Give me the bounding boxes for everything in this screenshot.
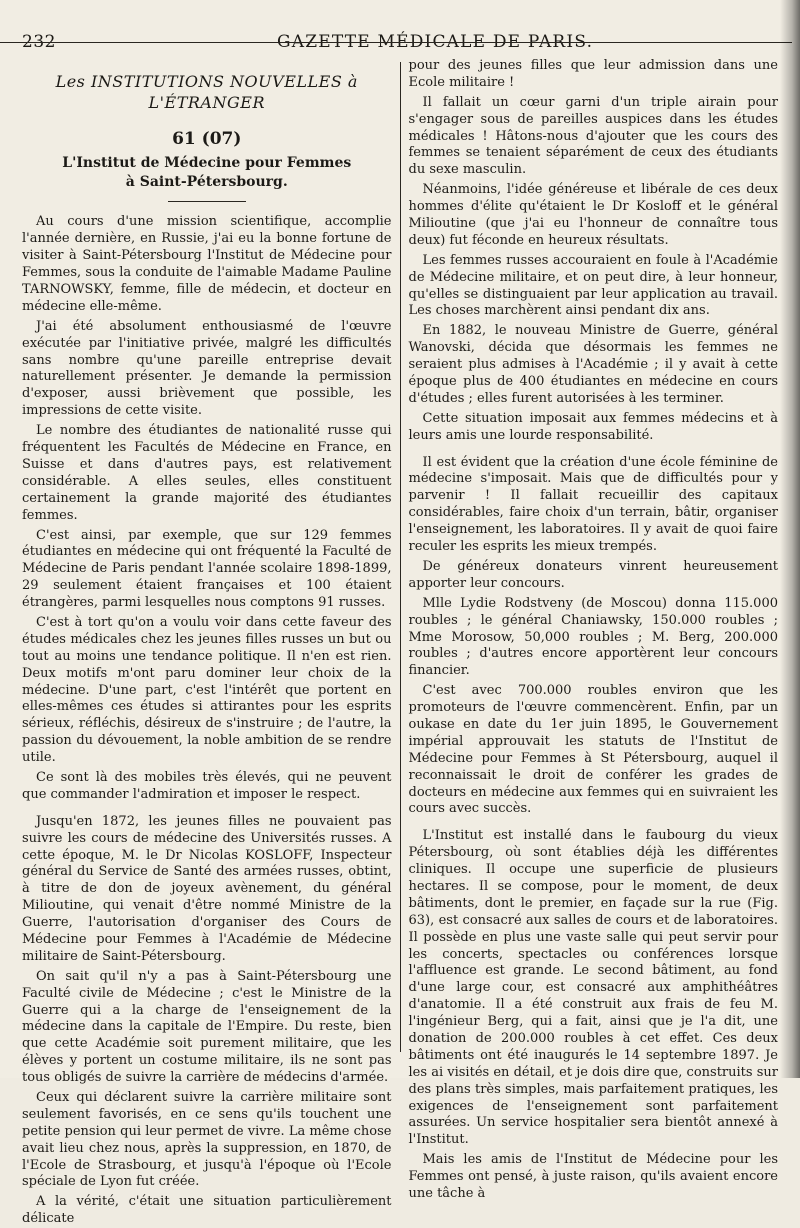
paragraph: On sait qu'il n'y a pas à Saint-Pétersbourg une Faculté civile de Médecine ; c'est le Ministre de la Guerre qui a la charge de l'enseignement de la médecine dans la capitale de l'Empire. Du reste, bien que cette Académie soit purement militaire, que les élèves y portent un costume militaire, ils ne sont pas tous obligés de suivre la carrière de médecins d'armée. — [22, 968, 392, 1086]
paragraph: A la vérité, c'était une situation particulièrement délicate — [22, 1194, 392, 1227]
article-title-line: L'Institut de Médecine pour Femmes — [62, 154, 352, 171]
article-number: 61 (07) — [172, 128, 242, 149]
title-rule — [168, 201, 246, 202]
paragraph: C'est à tort qu'on a voulu voir dans cette faveur des études médicales chez les jeunes filles russes un but ou tout au moins une tendance politique. Il n'en est rien. Deux motifs m'ont paru dominer leur choix de la médecine. D'une part, c'est l'intérêt que portent en elles-mêmes ces études si attirantes pour les esprits sérieux, réfléchis, désireux de s'instruire ; de l'autre, la passion du dévouement, la noble ambition de se rendre utile. — [22, 614, 392, 766]
paragraph: C'est ainsi, par exemple, que sur 129 femmes étudiantes en médecine qui ont fréquenté la Faculté de Médecine de Paris pendant l'année scolaire 1898-1899, 29 seulement étaient françaises et 100 étaient étrangères, parmi lesquelles nous comptons 91 russes. — [22, 527, 392, 611]
paragraph: Au cours d'une mission scientifique, accomplie l'année dernière, en Russie, j'ai eu la bonne fortune de visiter à Saint-Pétersbourg l'Institut de Médecine pour Femmes, sous la conduite de l'aimable Madame Pauline TARNOWSKY, femme, fille de médecin, et docteur en médecine elle-même. — [22, 214, 392, 314]
paragraph: Mlle Lydie Rodstveny (de Moscou) donna 115.000 roubles ; le général Chaniawsky, 150.000 roubles ; Mme Morosow, 50,000 roubles ; M. Berg, 200.000 roubles ; d'autres encore apportèrent leur concours financier. — [408, 595, 778, 679]
paragraph: Mais les amis de l'Institut de Médecine pour les Femmes ont pensé, à juste raison, qu'ils avaient encore une tâche à — [408, 1152, 778, 1201]
paragraph: L'Institut est installé dans le faubourg du vieux Pétersbourg, où sont établies déjà les différentes cliniques. Il occupe une superficie de plusieurs hectares. Il se compose, pour le moment, de deux bâtiments, dont le premier, en façade sur la rue (Fig. 63), est consacré aux salles de cours et de laboratoires. Il possède en plus une vaste salle qui peut servir pour les concerts, spectacles ou conférences lorsque l'affluence est grande. Le second bâtiment, au fond d'une large cour, est consacré aux amphithéâtres d'anatomie. Il a été construit aux frais de feu M. l'ingénieur Berg, qui a fait, ainsi que je l'a dit, une donation de 200.000 roubles à cet effet. Ces deux bâtiments ont été inaugurés le 14 septembre 1897. Je les ai visités en détail, et je dois dire que, construits sur des plans très simples, mais parfaitement pratiques, les exigences de l'enseignement sont parfaitement assurées. Un service hospitalier sera bientôt annexé à l'Institut. — [408, 828, 778, 1148]
paragraph: Ce sont là des mobiles très élevés, qui ne peuvent que commander l'admiration et imposer le respect. — [22, 769, 392, 802]
right-column — [401, 58, 779, 1228]
journal-title: GAZETTE MÉDICALE DE PARIS. — [277, 32, 594, 52]
paragraph: Cette situation imposait aux femmes médecins et à leurs amis une lourde responsabilité. — [408, 410, 778, 443]
left-column — [22, 58, 400, 1228]
paragraph: De généreux donateurs vinrent heureusement apporter leur concours. — [408, 558, 778, 591]
text-columns — [22, 58, 778, 1228]
paragraph: Jusqu'en 1872, les jeunes filles ne pouvaient pas suivre les cours de médecine des Universités russes. A cette époque, M. le Dr Nicolas KOSLOFF, Inspecteur général du Service de Santé des armées russes, obtint, à titre de don de joyeux avènement, du général Milioutine, qui venait d'être nommé Ministre de la Guerre, l'autorisation d'organiser des Cours de Médecine pour Femmes à l'Académie de Médecine militaire de Saint-Pétersbourg. — [22, 813, 392, 964]
section-kicker: Les INSTITUTIONS NOUVELLES à L'ÉTRANGER — [55, 72, 358, 112]
page-spine-shadow — [780, 0, 800, 1078]
article-title-line: à Saint-Pétersbourg. — [125, 173, 288, 190]
header-rule — [0, 42, 792, 43]
paragraph: Ceux qui déclarent suivre la carrière militaire sont seulement favorisés, en ce sens qu'ils touchent une petite pension qui leur permet de vivre. La même chose avait lieu chez nous, après la suppression, en 1870, de l'Ecole de Strasbourg, et jusqu'à l'époque où l'Ecole spéciale de Lyon fut créée. — [22, 1090, 392, 1190]
paragraph: C'est avec 700.000 roubles environ que les promoteurs de l'œuvre commencèrent. Enfin, par un oukase en date du 1er juin 1895, le Gouvernement impérial approuvait les statuts de l'Institut de Médecine pour Femmes à St Pétersbourg, auquel il reconnaissait le droit de conférer les grades de docteurs en médecine aux femmes qui en suivraient les cours avec succès. — [408, 683, 778, 817]
paragraph: Les femmes russes accouraient en foule à l'Académie de Médecine militaire, et on peut dire, à leur honneur, qu'elles se distinguaient par leur application au travail. Les choses marchèrent ainsi pendant dix ans. — [408, 252, 778, 319]
paragraph: Le nombre des étudiantes de nationalité russe qui fréquentent les Facultés de Médecine en France, en Suisse et dans d'autres pays, est relativement considérable. A elles seules, elles constituent certainement la grande majorité des étudiantes femmes. — [22, 423, 392, 523]
article-title — [22, 154, 392, 192]
paragraph: Néanmoins, l'idée généreuse et libérale de ces deux hommes d'élite qu'étaient le Dr Kosloff et le général Milioutine (que j'ai eu l'honneur de connaître tous deux) fut féconde en heureux résultats. — [408, 182, 778, 248]
paragraph: J'ai été absolument enthousiasmé de l'œuvre exécutée par l'initiative privée, malgré les difficultés sans nombre qu'une pareille entreprise devait naturellement présenter. Je demande la permission d'exposer, aussi brièvement que possible, les impressions de cette visite. — [22, 318, 392, 419]
page-number: 232 — [22, 32, 56, 52]
paragraph: Il fallait un cœur garni d'un triple airain pour s'engager sous de pareilles auspices dans les études médicales ! Hâtons-nous d'ajouter que les cours des femmes se tenaient séparément de ceux des étudiants du sexe masculin. — [408, 94, 778, 178]
paragraph: En 1882, le nouveau Ministre de Guerre, général Wanovski, décida que désormais les femmes ne seraient plus admises à l'Académie ; il y avait à cette époque plus de 400 étudiantes en médecine en cours d'études ; elles furent autorisées à les terminer. — [408, 323, 778, 406]
paragraph: Il est évident que la création d'une école féminine de médecine s'imposait. Mais que de difficultés pour y parvenir ! Il fallait recueillir des capitaux considérables, faire choix d'un terrain, bâtir, organiser l'enseignement, les laboratoires. Il y avait de quoi faire reculer les esprits les mieux trempés. — [408, 454, 778, 555]
paragraph: pour des jeunes filles que leur admission dans une Ecole militaire ! — [408, 58, 778, 90]
